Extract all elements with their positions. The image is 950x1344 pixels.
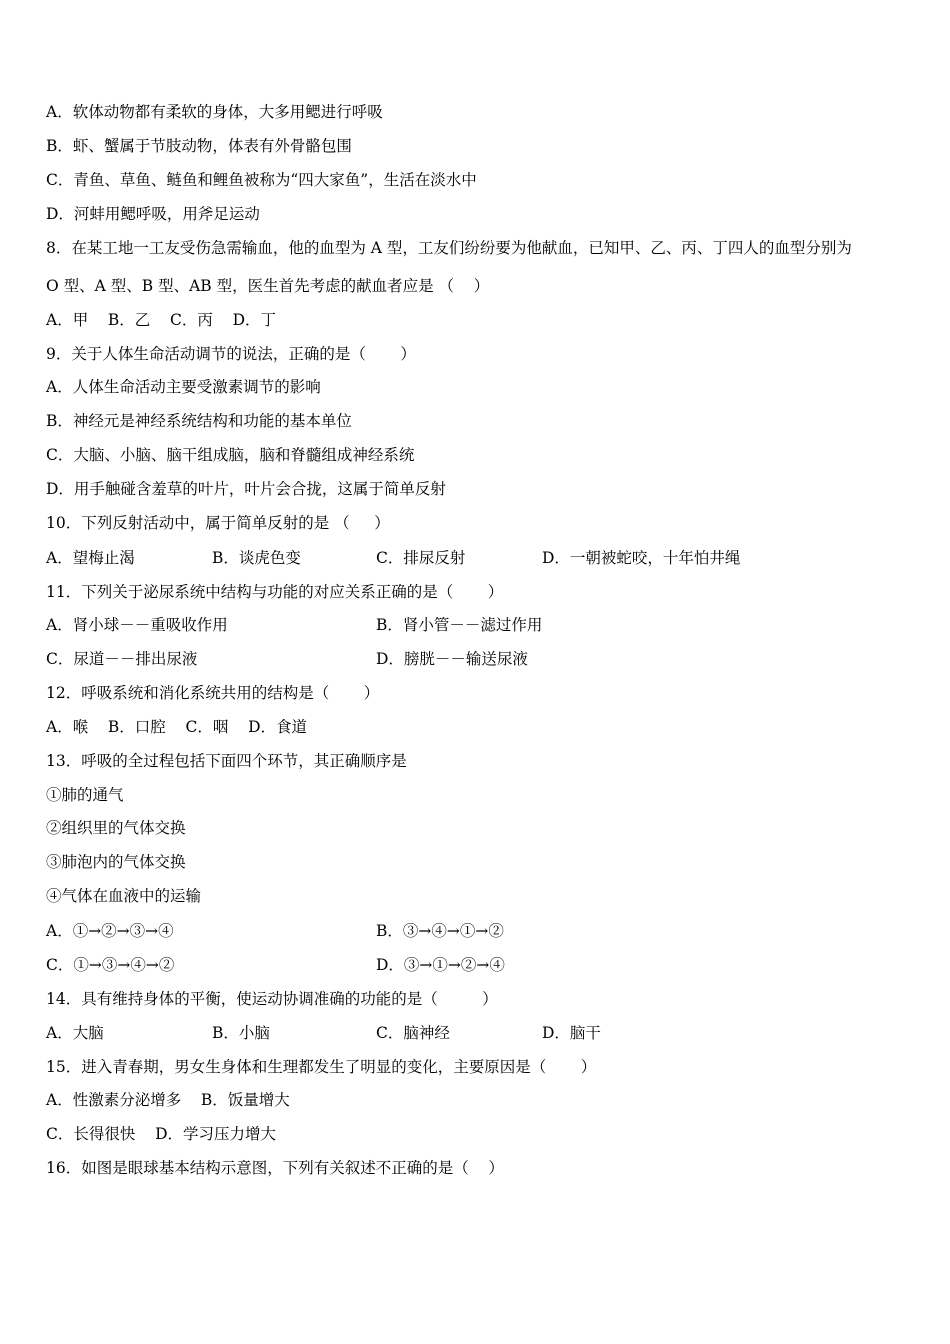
- q13-item-2: ②组织里的气体交换: [46, 819, 186, 837]
- q13-item-4: ④气体在血液中的运输: [46, 887, 202, 905]
- q14-option-c: C．脑神经: [376, 1024, 450, 1042]
- q9-option-d: D．用手触碰含羞草的叶片，叶片会合拢，这属于简单反射: [46, 480, 446, 498]
- q13-option-c: C．①→③→④→②: [46, 956, 175, 974]
- q12-stem: 12．呼吸系统和消化系统共用的结构是（ ）: [46, 684, 380, 702]
- q13-options-row1: [0, 920, 950, 942]
- q14-option-a: A．大脑: [46, 1024, 104, 1042]
- q15-options-ab: A．性激素分泌增多 B．饭量增大: [46, 1091, 290, 1109]
- q10-option-a: A．望梅止渴: [46, 549, 135, 567]
- q13-item-1: ①肺的通气: [46, 786, 124, 804]
- q11-option-c: C．尿道－－排出尿液: [46, 650, 198, 668]
- q8-options: A．甲 B．乙 C．丙 D．丁: [46, 311, 276, 329]
- q10-option-d: D．一朝被蛇咬，十年怕井绳: [542, 549, 741, 567]
- q13-item-3: ③肺泡内的气体交换: [46, 853, 186, 871]
- q11-option-d: D．膀胱－－输送尿液: [376, 650, 528, 668]
- q7-option-b: B．虾、蟹属于节肢动物，体表有外骨骼包围: [46, 137, 352, 155]
- q14-stem: 14．具有维持身体的平衡，使运动协调准确的功能的是（ ）: [46, 990, 498, 1008]
- q8-stem-line1: 8．在某工地一工友受伤急需输血，他的血型为 A 型，工友们纷纷要为他献血，已知甲、乙、丙、丁四人的血型分别为: [46, 239, 852, 257]
- q15-options-cd: C．长得很快 D．学习压力增大: [46, 1125, 276, 1143]
- q10-stem: 10．下列反射活动中，属于简单反射的是 （ ）: [46, 514, 390, 532]
- q11-options-row2: [0, 648, 950, 670]
- q9-option-c: C．大脑、小脑、脑干组成脑，脑和脊髓组成神经系统: [46, 446, 415, 464]
- q8-stem-line2: O 型、A 型、B 型、AB 型，医生首先考虑的献血者应是 （ ）: [46, 277, 490, 295]
- q13-option-b: B．③→④→①→②: [376, 922, 504, 940]
- q13-option-a: A．①→②→③→④: [46, 922, 174, 940]
- q10-options-row: [0, 547, 950, 569]
- q14-option-d: D．脑干: [542, 1024, 601, 1042]
- q13-options-row2: [0, 954, 950, 976]
- q9-option-b: B．神经元是神经系统结构和功能的基本单位: [46, 412, 352, 430]
- q7-option-a: A．软体动物都有柔软的身体，大多用鳃进行呼吸: [46, 103, 383, 121]
- q11-option-a: A．肾小球－－重吸收作用: [46, 616, 228, 634]
- q14-option-b: B．小脑: [212, 1024, 270, 1042]
- q10-option-c: C．排尿反射: [376, 549, 466, 567]
- q11-option-b: B．肾小管－－滤过作用: [376, 616, 543, 634]
- q10-option-b: B．谈虎色变: [212, 549, 301, 567]
- q13-stem: 13．呼吸的全过程包括下面四个环节，其正确顺序是: [46, 752, 407, 770]
- q13-option-d: D．③→①→②→④: [376, 956, 505, 974]
- q7-option-d: D．河蚌用鳃呼吸，用斧足运动: [46, 205, 260, 223]
- q14-options-row: [0, 1022, 950, 1044]
- q9-stem: 9．关于人体生命活动调节的说法，正确的是（ ）: [46, 345, 416, 363]
- q9-option-a: A．人体生命活动主要受激素调节的影响: [46, 378, 321, 396]
- q15-stem: 15．进入青春期，男女生身体和生理都发生了明显的变化，主要原因是（ ）: [46, 1058, 597, 1076]
- q7-option-c: C．青鱼、草鱼、鲢鱼和鲤鱼被称为“四大家鱼”，生活在淡水中: [46, 171, 477, 189]
- q11-stem: 11．下列关于泌尿系统中结构与功能的对应关系正确的是（ ）: [46, 583, 504, 601]
- q16-stem: 16．如图是眼球基本结构示意图，下列有关叙述不正确的是（ ）: [46, 1159, 504, 1177]
- q12-options: A．喉 B．口腔 C．咽 D．食道: [46, 718, 307, 736]
- q11-options-row1: [0, 614, 950, 636]
